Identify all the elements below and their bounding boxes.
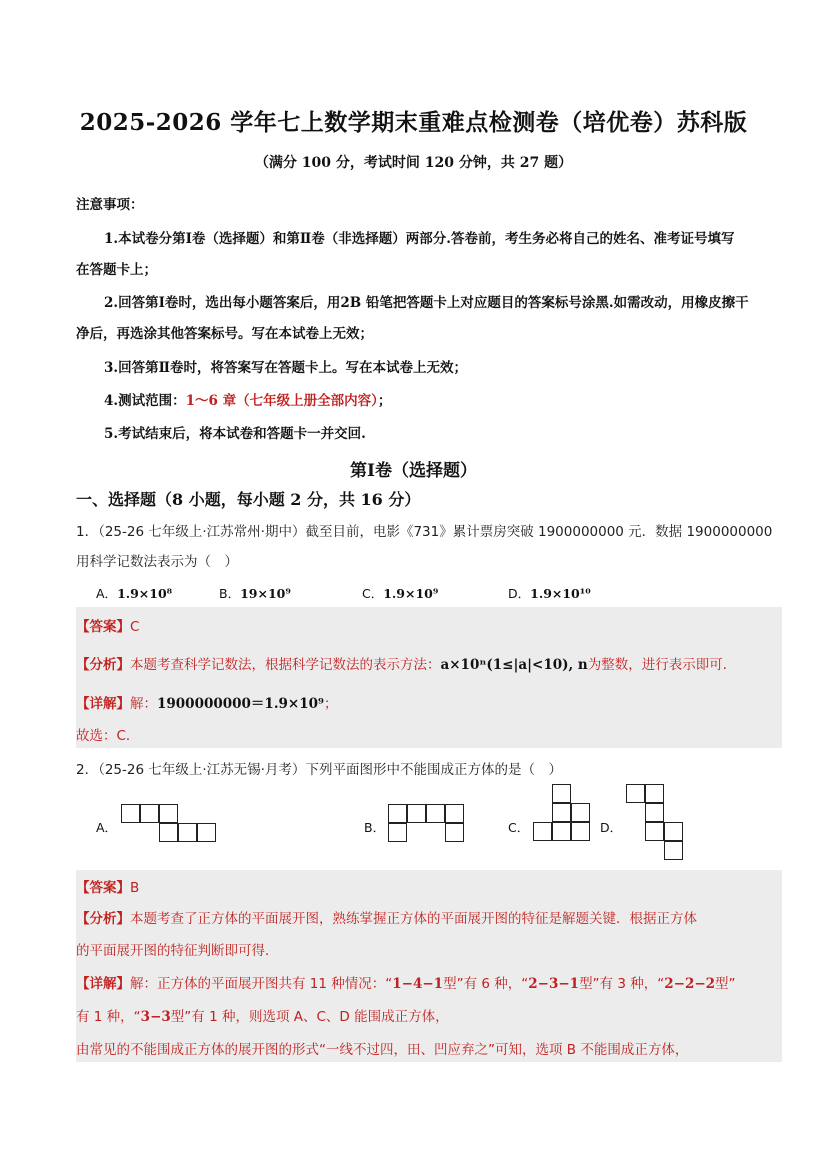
- q1-option-c-label: C．: [362, 586, 384, 601]
- q1-option-c: [362, 584, 438, 602]
- q2-analysis-label: 【分析】: [76, 911, 130, 927]
- q2-detail-line-2: [76, 1005, 449, 1025]
- q2-solution-panel: [76, 870, 782, 1062]
- q1-detail-end: ；: [323, 696, 338, 712]
- q2-option-c-label: C．: [508, 820, 530, 835]
- q2-answer-label: 【答案】: [76, 880, 130, 896]
- q2-analysis-text-1: 本题考查了正方体的平面展开图，熟练掌握正方体的平面展开图的特征是解题关键．根据正方体: [130, 911, 697, 927]
- note-2-line-2: 净后，再选涂其他答案标号。写在本试卷上无效；: [76, 326, 373, 342]
- q2-detail-text-f: 型”有 1 种，则选项 A、C、D 能围成正方体，: [170, 1009, 449, 1025]
- q2-detail-line-1: [76, 972, 736, 992]
- q2-detail-line-3: 由常见的不能围成正方体的展开图的形式“一线不过四，田、凹应弃之”可知，选项 B 不能围成正方体，: [76, 1042, 689, 1058]
- note-5: 5.考试结束后，将本试卷和答题卡一并交回.: [104, 426, 366, 442]
- q1-detail-text: 解：: [130, 696, 157, 712]
- note-2-line-1: 2.回答第Ⅰ卷时，选出每小题答案后，用2B 铅笔把答题卡上对应题目的答案标号涂黑.如需改动，用橡皮擦干: [104, 295, 749, 311]
- q1-answer-label: 【答案】: [76, 619, 130, 635]
- page-subtitle: （满分 100 分，考试时间 120 分钟，共 27 题）: [254, 155, 573, 171]
- q1-option-a-label: A．: [96, 586, 118, 601]
- q1-analysis-tail: 为整数，进行表示即可．: [587, 657, 737, 673]
- q1-detail-label: 【详解】: [76, 696, 130, 712]
- q2-option-b-label: B．: [364, 820, 386, 835]
- q2-detail-text-a: 解：正方体的平面展开图共有 11 种情况：“: [130, 976, 393, 992]
- q2-answer: [76, 876, 139, 896]
- q1-option-d-label: D．: [508, 586, 531, 601]
- q2-detail-text-e: 有 1 种，“: [76, 1009, 141, 1025]
- note-1-line-2: 在答题卡上；: [76, 262, 157, 278]
- q2-detail-math-4: 3−3: [140, 1009, 171, 1025]
- q1-option-b-value: 19×10⁹: [240, 586, 291, 601]
- note-4-prefix: 4.测试范围：: [104, 393, 186, 409]
- q1-analysis-text: 本题考查科学记数法，根据科学记数法的表示方法：: [130, 657, 441, 673]
- q2-detail-math-2: 2−3−1: [528, 976, 580, 992]
- section-title: 第Ⅰ卷（选择题）: [350, 461, 477, 481]
- q1-answer: [76, 615, 139, 635]
- q1-answer-value: C: [130, 619, 140, 635]
- q1-stem-line-1: 1．（25-26 七年级上·江苏常州·期中）截至目前，电影《731》累计票房突破 1900000000 元．数据 1900000000: [76, 524, 773, 540]
- notes-heading: 注意事项：: [76, 197, 144, 213]
- q2-detail-text-c: 型”有 3 种，“: [579, 976, 665, 992]
- note-4-range: 1～6 章（七年级上册全部内容）: [185, 393, 378, 409]
- q2-detail-text-b: 型”有 6 种，“: [443, 976, 529, 992]
- q1-option-c-value: 1.9×10⁹: [383, 586, 439, 601]
- q2-option-a-label: A．: [96, 820, 118, 835]
- q1-solution-panel: [76, 607, 782, 748]
- q2-stem: 2．（25-26 七年级上·江苏无锡·月考）下列平面图形中不能围成正方体的是（ ）: [76, 762, 562, 778]
- q2-detail-label: 【详解】: [76, 976, 130, 992]
- note-4: [104, 389, 391, 409]
- section-heading: 一、选择题（8 小题，每小题 2 分，共 16 分）: [76, 490, 421, 509]
- q2-answer-value: B: [130, 880, 140, 896]
- q1-analysis-label: 【分析】: [76, 657, 130, 673]
- q1-option-d: [508, 584, 591, 602]
- note-1-line-1: 1.本试卷分第Ⅰ卷（选择题）和第Ⅱ卷（非选择题）两部分.答卷前，考生务必将自己的姓名、准考证号填写: [104, 231, 735, 247]
- q1-option-a-value: 1.9×10⁸: [117, 586, 173, 601]
- q1-option-d-value: 1.9×10¹⁰: [530, 586, 591, 601]
- note-4-suffix: ；: [377, 393, 392, 409]
- q1-analysis-formula: a×10ⁿ(1≤|a|<10), n: [440, 657, 588, 673]
- q1-detail-formula: 1900000000＝1.9×10⁹: [157, 696, 324, 712]
- q2-detail-math-3: 2−2−2: [664, 976, 716, 992]
- page-title: 2025-2026 学年七上数学期末重难点检测卷（培优卷）苏科版: [79, 109, 748, 136]
- q2-option-d-label: D．: [600, 820, 623, 835]
- q1-detail: [76, 692, 337, 712]
- q2-analysis-line-1: [76, 907, 697, 927]
- q1-option-a: [96, 584, 172, 602]
- note-3: 3.回答第Ⅱ卷时，将答案写在答题卡上。写在本试卷上无效；: [104, 360, 467, 376]
- q1-conclusion: 故选：C．: [76, 728, 140, 744]
- q2-detail-math-1: 1−4−1: [392, 976, 444, 992]
- q2-detail-text-d: 型”: [715, 976, 736, 992]
- q1-option-b-label: B．: [219, 586, 241, 601]
- q2-analysis-line-2: 的平面展开图的特征判断即可得．: [76, 943, 279, 959]
- q1-stem-line-2: 用科学记数法表示为（ ）: [76, 554, 238, 570]
- q1-option-b: [219, 584, 291, 602]
- q1-analysis: [76, 653, 736, 673]
